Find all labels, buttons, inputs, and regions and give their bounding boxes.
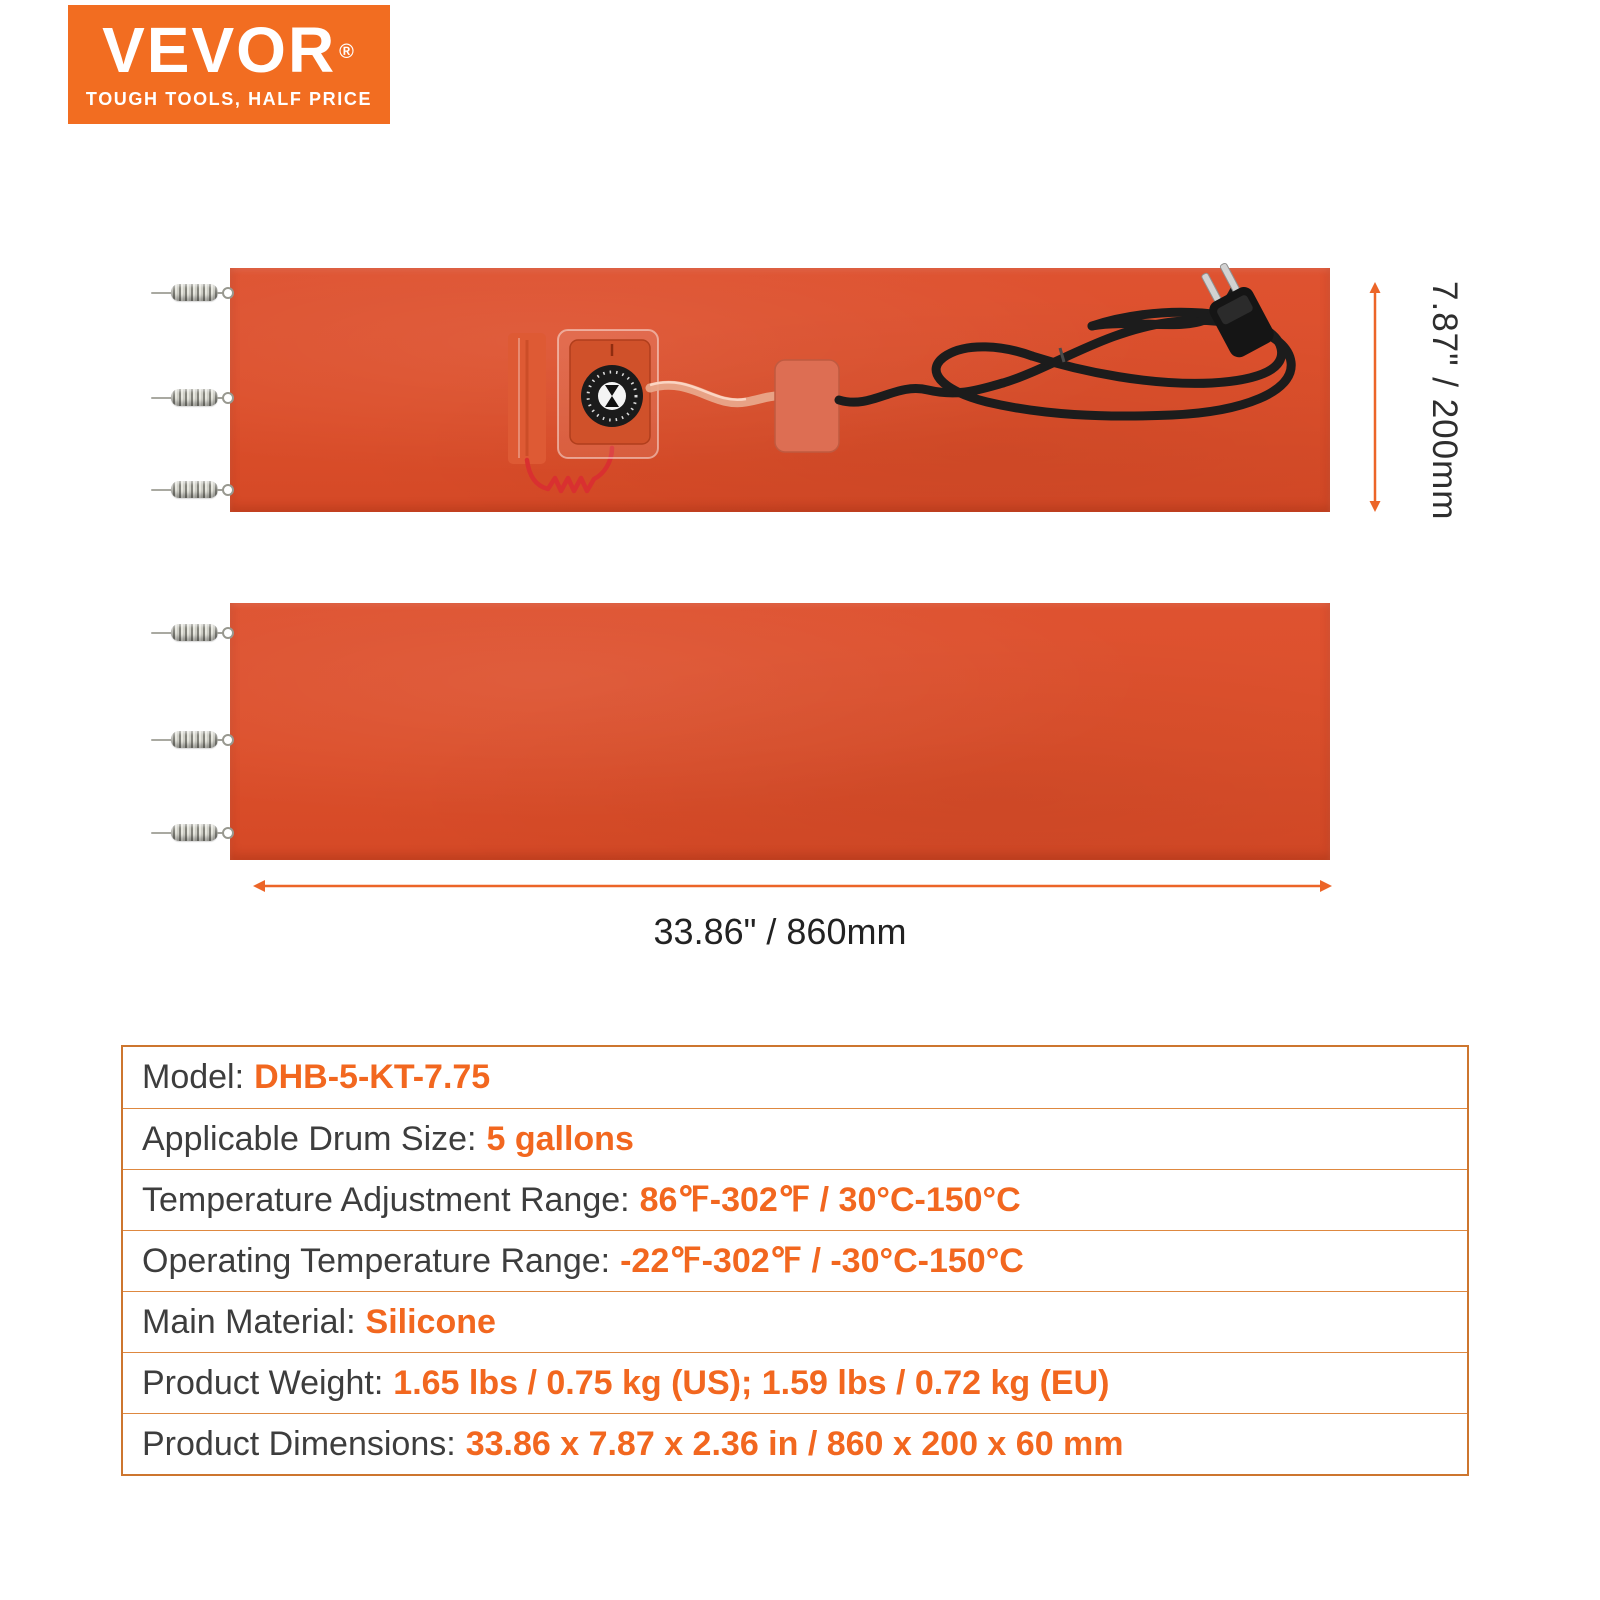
brand-name: VEVOR — [102, 13, 337, 86]
vevor-wordmark — [102, 13, 356, 86]
spec-label: Model: — [142, 1058, 245, 1096]
spring-hook — [151, 730, 230, 750]
spring-coil — [171, 731, 218, 748]
spring-eyelet — [222, 287, 234, 299]
dimension-arrow-horizontal — [253, 880, 1332, 892]
spring-hook — [151, 283, 230, 303]
spring-eyelet — [222, 484, 234, 496]
spring-wire — [151, 632, 173, 634]
spring-hook — [151, 823, 230, 843]
spec-row-material — [123, 1291, 1467, 1352]
spring-wire — [151, 292, 173, 294]
spec-value: -22℉-302℉ / -30°C-150°C — [620, 1242, 1024, 1280]
spec-value: 86℉-302℉ / 30°C-150°C — [639, 1181, 1021, 1219]
spring-eyelet — [222, 734, 234, 746]
spec-value: Silicone — [365, 1302, 496, 1341]
spring-eyelet — [222, 392, 234, 404]
spec-row-drum-size — [123, 1108, 1467, 1169]
heater-band-front-view — [230, 268, 1330, 512]
spec-row-weight — [123, 1352, 1467, 1413]
spec-row-model — [123, 1047, 1467, 1108]
spring-eyelet — [222, 827, 234, 839]
spring-wire — [151, 489, 173, 491]
width-dimension-label: 33.86" / 860mm — [653, 911, 907, 952]
spec-value: 1.65 lbs / 0.75 kg (US); 1.59 lbs / 0.72 kg (EU) — [393, 1363, 1110, 1402]
spec-label: Main Material: — [142, 1302, 356, 1341]
registered-trademark-icon: ® — [339, 40, 356, 63]
spring-hook — [151, 623, 230, 643]
brand-tagline: TOUGH TOOLS, HALF PRICE — [85, 88, 373, 109]
spring-coil — [171, 389, 218, 406]
spring-hook — [151, 388, 230, 408]
spec-row-dimensions — [123, 1413, 1467, 1474]
spec-row-temp-adjustment — [123, 1169, 1467, 1230]
spec-label: Applicable Drum Size: — [142, 1119, 477, 1158]
spec-label: Product Weight: — [142, 1363, 384, 1402]
spring-hook — [151, 480, 230, 500]
spec-label: Operating Temperature Range: — [142, 1241, 611, 1280]
height-dimension-label: 7.87" / 200mm — [1425, 281, 1464, 521]
spring-eyelet — [222, 627, 234, 639]
spring-coil — [171, 284, 218, 301]
dimension-arrow-vertical — [1370, 282, 1381, 512]
spec-value: 5 gallons — [486, 1119, 634, 1158]
spring-wire — [151, 739, 173, 741]
spec-value: 33.86 x 7.87 x 2.36 in / 860 x 200 x 60 mm — [465, 1424, 1124, 1463]
spring-coil — [171, 824, 218, 841]
spring-wire — [151, 832, 173, 834]
spec-label: Product Dimensions: — [142, 1424, 456, 1463]
heater-band-back-view — [230, 603, 1330, 860]
spring-wire — [151, 397, 173, 399]
spec-label: Temperature Adjustment Range: — [142, 1180, 630, 1219]
spring-coil — [171, 481, 218, 498]
spec-value: DHB-5-KT-7.75 — [254, 1058, 491, 1096]
vevor-logo — [68, 5, 390, 124]
spec-table — [121, 1045, 1469, 1476]
spec-row-operating-temp — [123, 1230, 1467, 1291]
spring-coil — [171, 624, 218, 641]
